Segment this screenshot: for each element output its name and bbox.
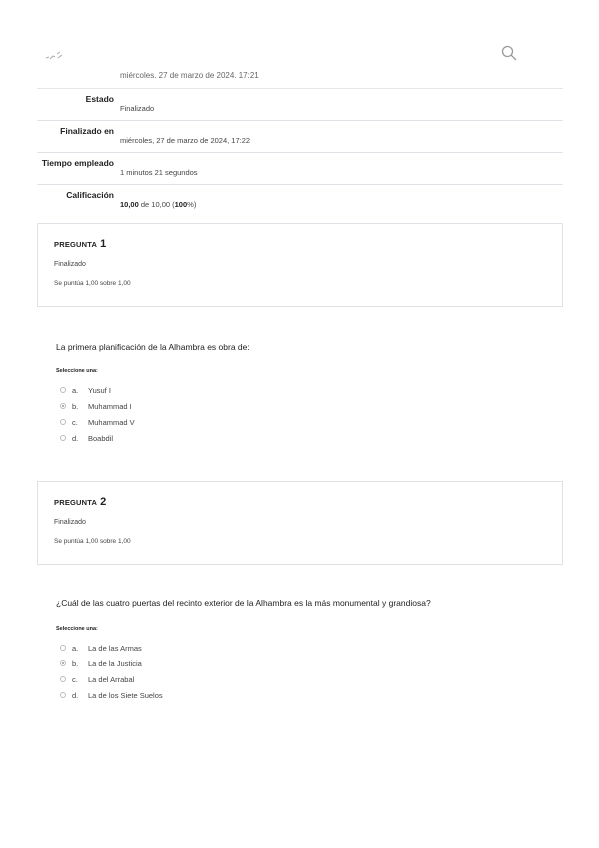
option-letter: d. <box>72 690 79 700</box>
option-label: Boabdil <box>88 433 114 443</box>
grade-end: %) <box>187 200 197 209</box>
radio-button[interactable] <box>60 435 66 441</box>
question-grade: Se puntúa 1,00 sobre 1,00 <box>54 280 131 287</box>
option-letter: c. <box>72 417 78 427</box>
summary-label: Estado <box>85 94 114 104</box>
summary-row-completed <box>37 120 563 152</box>
answer-prompt: Seleccione una: <box>56 368 98 374</box>
radio-button[interactable] <box>60 387 66 393</box>
answer-option-a[interactable] <box>60 642 142 654</box>
option-label: La de la Justicia <box>88 658 142 668</box>
option-label: Muhammad V <box>88 417 135 427</box>
question-info-1 <box>37 223 563 307</box>
answer-option-b[interactable] <box>60 400 132 412</box>
summary-row-time-taken <box>37 152 563 184</box>
question-state: Finalizado <box>54 519 86 526</box>
option-letter: a. <box>72 385 79 395</box>
cutoff-started-on: miércoles, 27 de marzo de 2024, 17:21 <box>120 72 259 78</box>
answer-option-d[interactable] <box>60 432 113 444</box>
answer-prompt: Seleccione una: <box>56 626 98 632</box>
question-number: 2 <box>100 496 107 508</box>
summary-label: Calificación <box>66 190 114 200</box>
option-letter: c. <box>72 674 78 684</box>
question-state: Finalizado <box>54 261 86 268</box>
option-label: Yusuf I <box>88 385 111 395</box>
summary-value: 1 minutos 21 segundos <box>120 168 198 177</box>
summary-row-state <box>37 88 563 120</box>
option-letter: b. <box>72 401 79 411</box>
summary-row-grade <box>37 184 563 216</box>
grade-mid: de 10,00 ( <box>138 200 175 209</box>
radio-button-checked[interactable] <box>60 403 66 409</box>
summary-value <box>120 200 196 209</box>
question-number: 1 <box>100 238 107 250</box>
radio-button[interactable] <box>60 676 66 682</box>
summary-value: miércoles, 27 de marzo de 2024, 17:22 <box>120 136 251 145</box>
answer-option-c[interactable] <box>60 416 135 428</box>
attempt-summary-table <box>37 88 563 216</box>
grade-score: 10,00 <box>120 200 139 209</box>
answer-option-a[interactable] <box>60 384 111 396</box>
radio-button[interactable] <box>60 692 66 698</box>
summary-label: Tiempo empleado <box>41 158 114 168</box>
radio-button[interactable] <box>60 419 66 425</box>
question-info-2 <box>37 481 563 565</box>
answer-option-b[interactable] <box>60 657 142 669</box>
site-logo-icon[interactable] <box>43 48 65 62</box>
page-header <box>0 0 599 78</box>
option-label: Muhammad I <box>88 401 132 411</box>
question-text: La primera planificación de la Alhambra es obra de: <box>56 342 250 352</box>
grade-percent: 100 <box>174 200 188 209</box>
option-letter: d. <box>72 433 79 443</box>
radio-button-checked[interactable] <box>60 660 66 666</box>
question-title: PREGUNTA 1 <box>54 238 107 250</box>
summary-value: Finalizado <box>120 104 155 113</box>
answer-option-c[interactable] <box>60 673 134 685</box>
option-label: La de los Siete Suelos <box>88 690 163 700</box>
summary-label: Finalizado en <box>60 126 114 136</box>
option-letter: a. <box>72 643 79 653</box>
option-label: La de las Armas <box>88 643 142 653</box>
option-label: La del Arrabal <box>88 674 135 684</box>
question-title: PREGUNTA 2 <box>54 496 107 508</box>
question-text: ¿Cuál de las cuatro puertas del recinto exterior de la Alhambra es la más monumental y grandiosa? <box>56 598 431 608</box>
search-icon[interactable] <box>500 44 518 62</box>
answer-option-d[interactable] <box>60 689 163 701</box>
radio-button[interactable] <box>60 645 66 651</box>
option-letter: b. <box>72 658 79 668</box>
question-grade: Se puntúa 1,00 sobre 1,00 <box>54 538 131 545</box>
